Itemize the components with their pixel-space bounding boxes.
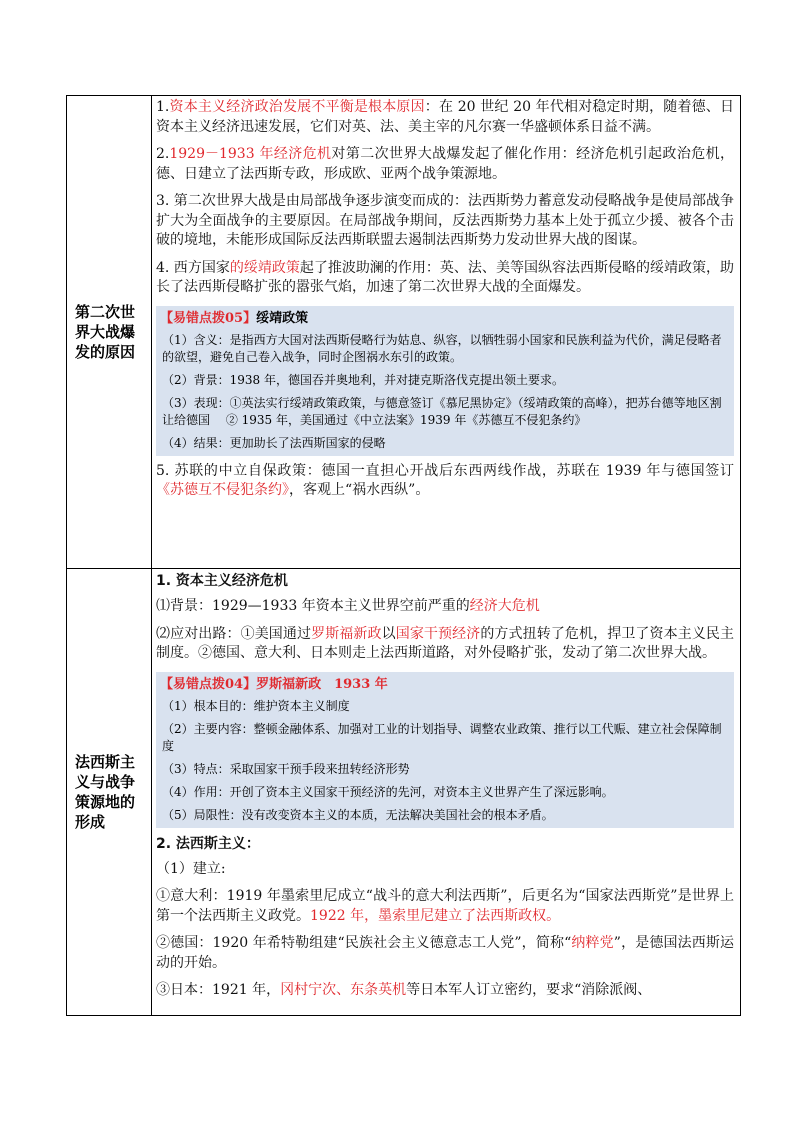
cause-2: 2.1929－1933 年经济危机对第二次世界大战爆发起了催化作用：经济危机引起政治危机，德、日建立了法西斯专政，形成欧、亚两个战争策源地。 (156, 146, 734, 182)
tip-item: （2）主要内容：整顿金融体系、加强对工业的计划指导、调整农业政策、推行以工代赈、建立社会保障制度 (162, 721, 722, 753)
tip-item: （4）作用：开创了资本主义国家干预经济的先河，对资本主义世界产生了深远影响。 (162, 784, 614, 799)
row-content-cell (152, 96, 741, 569)
page (66, 95, 740, 1016)
notes-table (66, 95, 741, 1016)
cause-1: 1.资本主义经济政治发展不平衡是根本原因：在 20 世纪 20 年代相对稳定时期，随着德、日资本主义经济迅速发展，它们对英、法、美主宰的凡尔赛一华盛顿体系日益不满。 (156, 99, 734, 135)
japan-para: ③日本：1921 年，冈村宁次、东条英机等日本军人订立密约，要求“消除派阀、 (156, 982, 652, 998)
response-para: ⑵应对出路：①美国通过罗斯福新政以国家干预经济的方式扭转了危机，捍卫了资本主义民主制度。②德国、意大利、日本则走上法西斯道路，对外侵略扩张，发动了第二次世界大战。 (156, 625, 735, 661)
row-heading-cell (67, 569, 152, 1016)
tip-item: （1）根本目的：维护资本主义制度 (162, 698, 350, 713)
cause-5: 5. 苏联的中立自保政策：德国一直担心开战后东西两线作战，苏联在 1939 年与德国签订《苏德互不侵犯条约》，客观上“祸水西纵”。 (156, 462, 734, 498)
section-heading: 2. 法西斯主义： (156, 835, 260, 852)
italy-para: ①意大利：1919 年墨索里尼成立“战斗的意大利法西斯”，后更名为“国家法西斯党”是世界上第一个法西斯主义政党。1922 年，墨索里尼建立了法西斯政权。 (156, 888, 734, 924)
row-heading-cell (67, 96, 152, 569)
table-row (67, 569, 741, 1016)
tip-box-new-deal (156, 672, 734, 828)
tip-item: （5）局限性：没有改变资本主义的本质，无法解决美国社会的根本矛盾。 (162, 807, 554, 822)
establish-label: （1）建立: (156, 860, 226, 877)
tip-item: （3）特点：采取国家干预手段来扭转经济形势 (162, 761, 410, 776)
tip-item: （2）背景：1938 年，德国吞并奥地利，并对捷克斯洛伐克提出领土要求。 (162, 372, 564, 387)
germany-para: ②德国：1920 年希特勒组建“民族社会主义德意志工人党”，简称“纳粹党”，是德国法西斯运动的开始。 (156, 935, 734, 971)
cause-4: 4. 西方国家的绥靖政策起了推波助澜的作用：英、法、美等国纵容法西斯侵略的绥靖政策，助长了法西斯侵略扩张的嚣张气焰，加速了第二次世界大战的全面爆发。 (156, 259, 735, 295)
cause-3: 3. 第二次世界大战是由局部战争逐步演变而成的：法西斯势力蓄意发动侵略战争是使局部战争扩大为全面战争的主要原因。在局部战争期间，反法西斯势力基本上处于孤立少援、被各个击破的境地，未能形成国际反法西斯联盟去遏制法西斯势力发动世界大战的图谋。 (156, 193, 734, 248)
row-heading: 第二次世界大战爆发的原因 (75, 303, 136, 361)
tip-box-title: 【易错点拨04】罗斯福新政 1933 年 (160, 676, 388, 692)
background-para: ⑴背景：1929—1933 年资本主义世界空前严重的经济大危机 (156, 598, 540, 614)
tip-item: （4）结果：更加助长了法西斯国家的侵略 (162, 435, 386, 450)
tip-box-appeasement (156, 306, 734, 456)
tip-item: （1）含义：是指西方大国对法西斯侵略行为姑息、纵容，以牺牲弱小国家和民族利益为代价，满足侵略者的欲望，避免自己卷入战争，同时企图祸水东引的政策。 (162, 332, 722, 364)
tip-box-title: 【易错点拨05】绥靖政策 (160, 310, 309, 326)
table-row (67, 96, 741, 569)
tip-item: （3）表现：①英法实行绥靖政策政策，与德意签订《慕尼黑协定》（绥靖政策的高峰），把苏台德等地区割让给德国 ② 1935 年，美国通过《中立法案》1939 年《苏德互不侵犯条约》 (162, 395, 722, 427)
row-heading: 法西斯主义与战争策源地的形成 (75, 753, 136, 831)
section-heading: 1. 资本主义经济危机 (156, 573, 288, 589)
row-content-cell (152, 569, 741, 1016)
